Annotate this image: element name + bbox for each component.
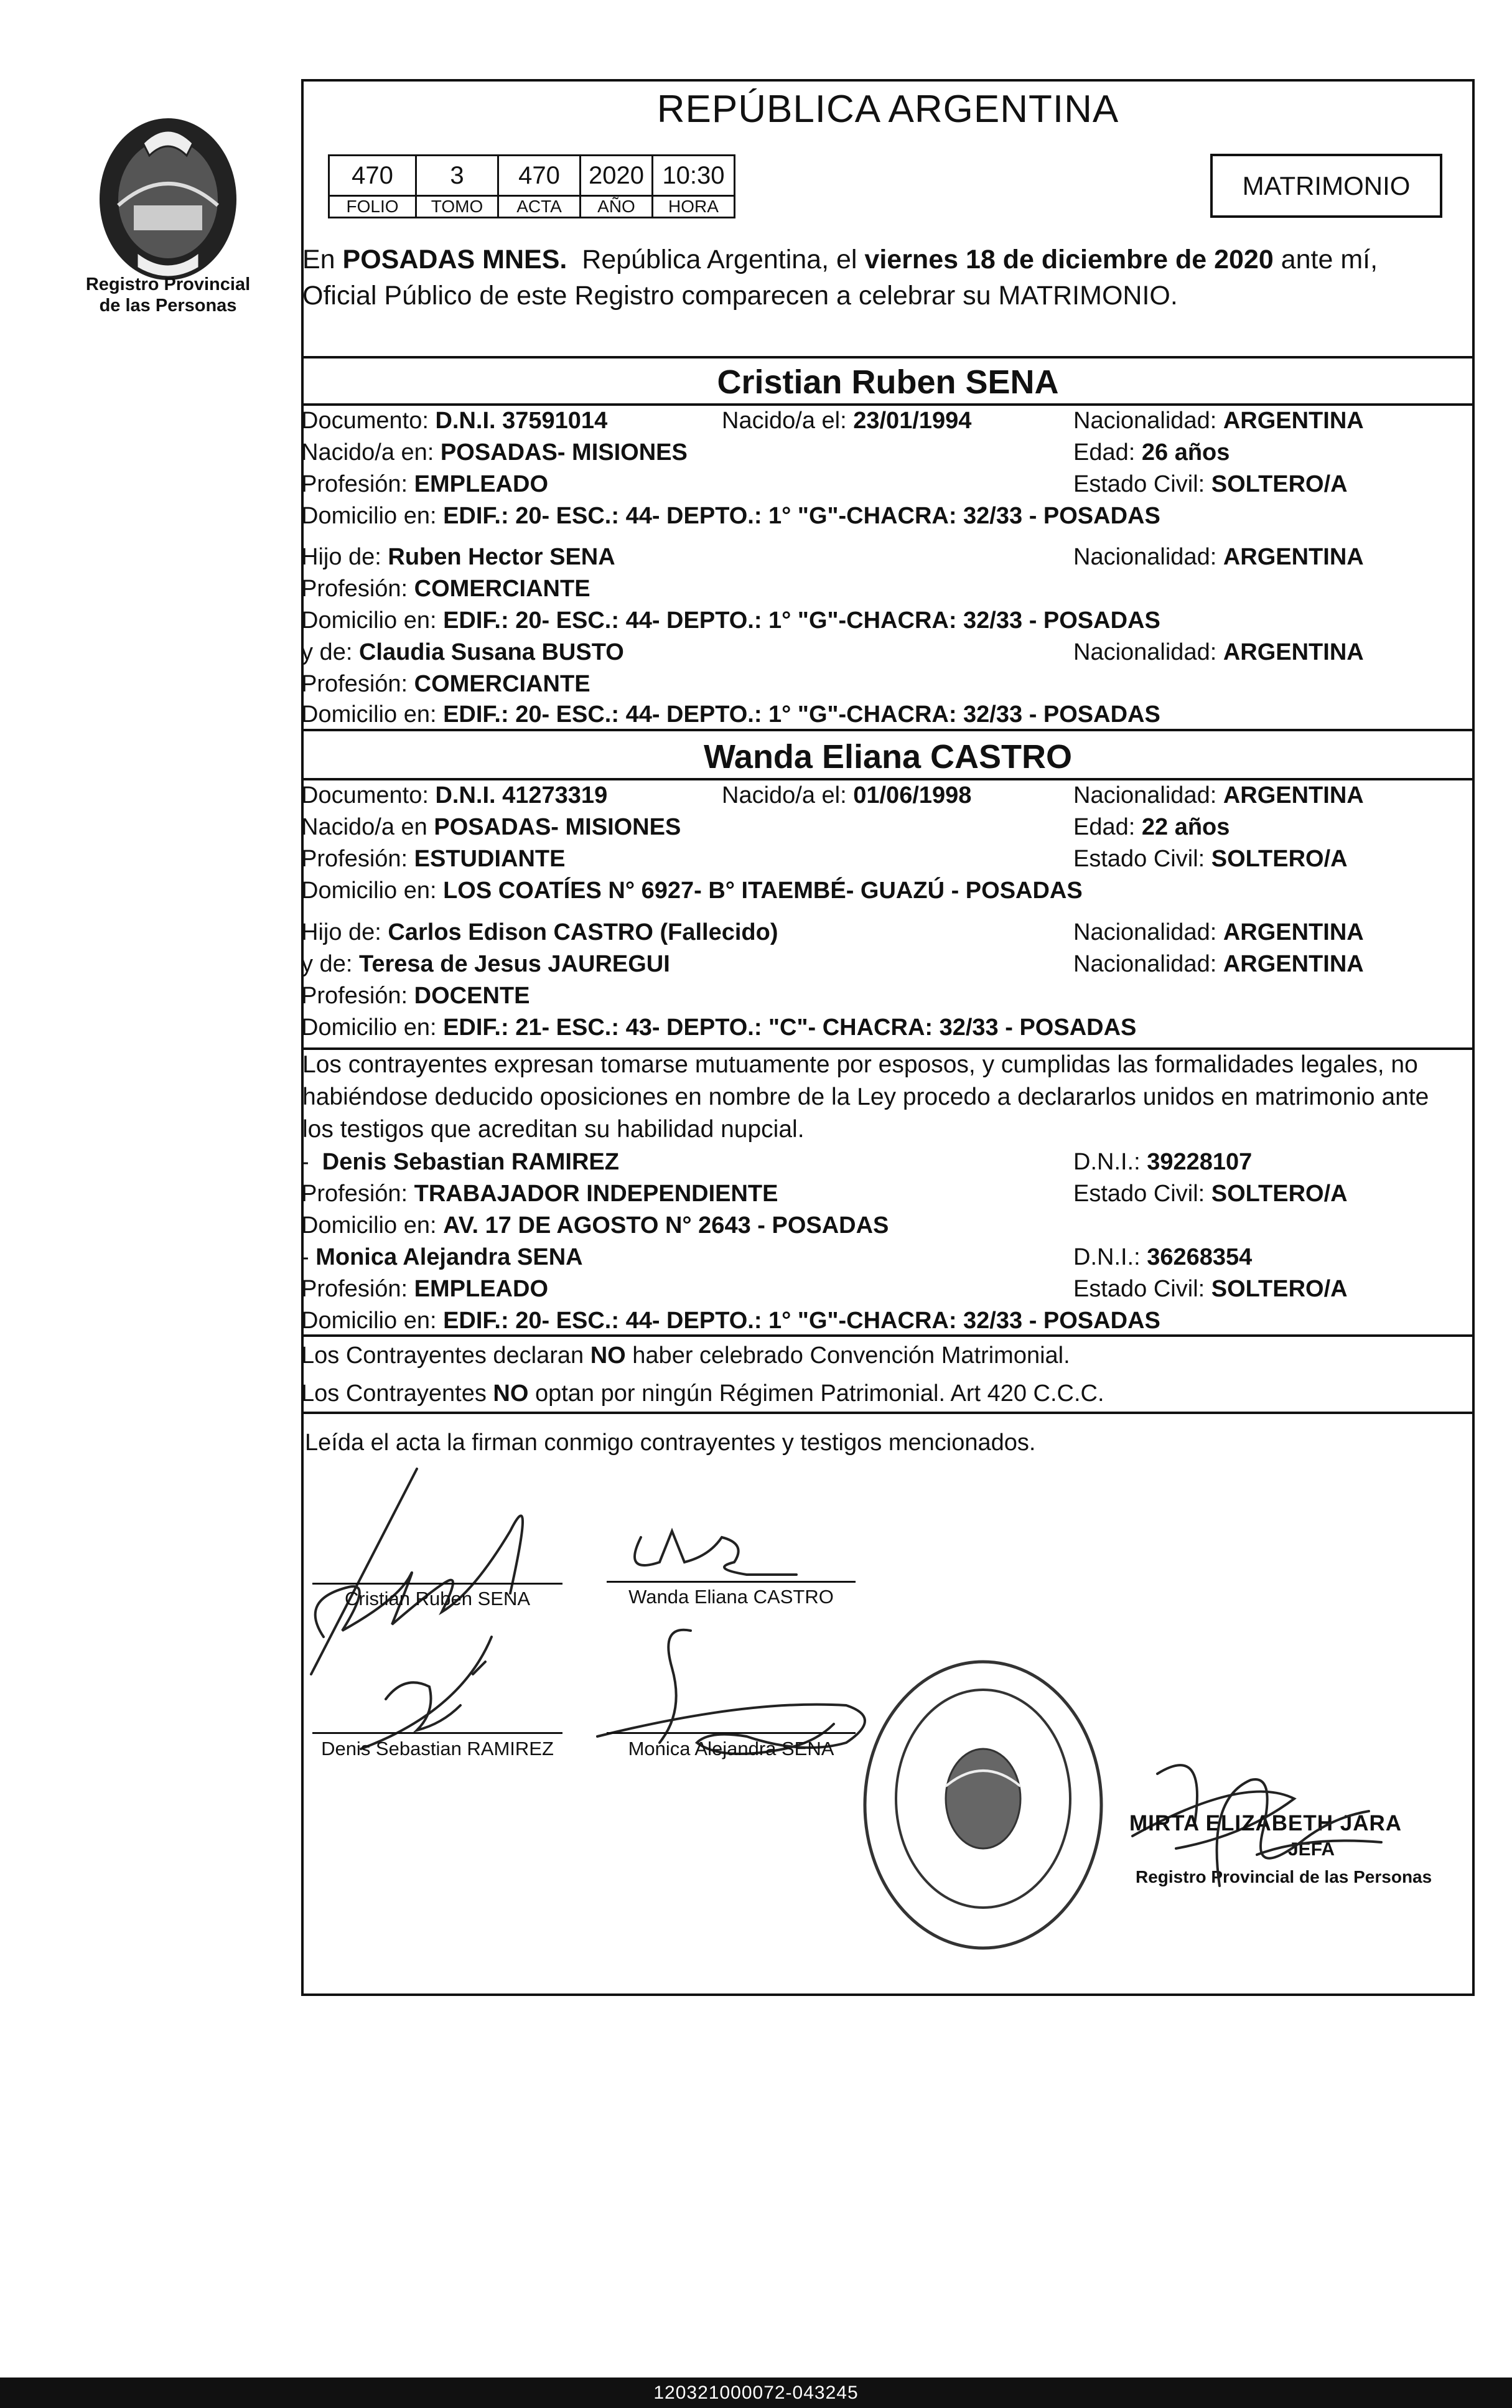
spouse1-civil-status: Estado Civil: SOLTERO/A [1073,471,1348,497]
spouse1-birthdate: Nacido/a el: 23/01/1994 [722,408,972,434]
signature-line [312,1732,562,1734]
intro-line2: Oficial Público de este Registro comparecen a celebrar su MATRIMONIO. [302,281,1178,311]
official-signature [1182,1761,1419,1911]
convention-statement: Los Contrayentes declaran NO haber celebrado Convención Matrimonial. [301,1342,1070,1369]
signature-stroke [597,1630,865,1754]
spouse1-mother-nationality: Nacionalidad: ARGENTINA [1073,639,1364,665]
spouse2-mother: y de: Teresa de Jesus JAUREGUI [301,951,670,977]
spouse1-age: Edad: 26 años [1073,439,1230,466]
footer-code: 120321000072-043245 [0,2378,1512,2408]
coat-of-arms-icon [75,106,261,293]
witness2-name: - Monica Alejandra SENA [301,1244,583,1270]
intro-paragraph: En POSADAS MNES. República Argentina, el viernes 18 de diciembre de 2020 ante mí, Oficial Público de este Registro comparecen a celebrar su MATRIMONIO. [301,241,1476,314]
folio-table [328,154,735,218]
witness2-dni: D.N.I.: 36268354 [1073,1244,1253,1270]
official-title: JEFA [1288,1839,1335,1860]
divider [301,356,1475,358]
folio-label: FOLIO [329,196,416,218]
divider [301,729,1475,731]
declaration-line3: los testigos que acreditan su habilidad nupcial. [302,1116,805,1143]
signature-name-1: Cristian Ruben SENA [344,1588,531,1609]
logo-caption-line1: Registro Provincial [85,274,251,294]
signature-stroke [311,1469,523,1674]
signature-line [312,1583,562,1585]
official-office: Registro Provincial de las Personas [1136,1867,1432,1886]
document-type-box: MATRIMONIO [1210,154,1442,218]
hour-value: 10:30 [653,156,735,196]
spouse2-birthdate: Nacido/a el: 01/06/1998 [722,782,972,808]
spouse1-father-nationality: Nacionalidad: ARGENTINA [1073,544,1364,570]
divider [301,1334,1475,1337]
hour-label: HORA [653,196,735,218]
spouse1-father: Hijo de: Ruben Hector SENA [301,544,615,570]
spouse1-address: Domicilio en: EDIF.: 20- ESC.: 44- DEPTO.: 1° "G"-CHACRA: 32/33 - POSADAS [301,503,1160,529]
divider [301,403,1475,406]
witness1-name: - Denis Sebastian RAMIREZ [301,1149,619,1175]
spouse1-name: Cristian Ruben SENA [717,363,1059,401]
folio-value: 470 [329,156,416,196]
witness2-civil-status: Estado Civil: SOLTERO/A [1073,1276,1348,1302]
witness2-profession: Profesión: EMPLEADO [301,1276,549,1302]
acta-value: 470 [498,156,581,196]
registry-seal-icon [852,1643,1114,1967]
divider [301,778,1475,780]
declaration-line2: habiéndose deducido oposiciones en nombre de la Ley procedo a declararlos unidos en matrimonio ante [302,1084,1429,1110]
logo-caption-line2: de las Personas [99,296,237,316]
spouse2-profession: Profesión: ESTUDIANTE [301,846,566,872]
spouse1-nationality: Nacionalidad: ARGENTINA [1073,408,1364,434]
signature-line [607,1732,856,1734]
declaration-paragraph [301,1049,1476,1146]
logo-caption [62,274,274,316]
spouse2-nationality: Nacionalidad: ARGENTINA [1073,782,1364,808]
signature-name-2: Wanda Eliana CASTRO [628,1586,834,1608]
regime-statement: Los Contrayentes NO optan por ningún Régimen Patrimonial. Art 420 C.C.C. [301,1380,1104,1407]
spouse2-name: Wanda Eliana CASTRO [703,738,1073,775]
witness1-civil-status: Estado Civil: SOLTERO/A [1073,1181,1348,1207]
witness2-address: Domicilio en: EDIF.: 20- ESC.: 44- DEPTO.: 1° "G"-CHACRA: 32/33 - POSADAS [301,1308,1160,1334]
declaration-line1: Los contrayentes expresan tomarse mutuamente por esposos, y cumplidas las formalidades legales, no [302,1051,1418,1078]
year-value: 2020 [581,156,653,196]
spouse1-document: Documento: D.N.I. 37591014 [301,408,608,434]
spouse1-profession: Profesión: EMPLEADO [301,471,549,497]
official-name: MIRTA ELIZABETH JARA [1129,1811,1402,1835]
spouse2-address: Domicilio en: LOS COATÍES N° 6927- B° ITAEMBÉ- GUAZÚ - POSADAS [301,878,1083,904]
divider [301,1412,1475,1414]
spouse1-father-profession: Profesión: COMERCIANTE [301,576,590,602]
spouse1-father-address: Domicilio en: EDIF.: 20- ESC.: 44- DEPTO.: 1° "G"-CHACRA: 32/33 - POSADAS [301,607,1160,634]
spouse2-mother-address: Domicilio en: EDIF.: 21- ESC.: 43- DEPTO.: "C"- CHACRA: 32/33 - POSADAS [301,1014,1137,1041]
spouse2-birthplace: Nacido/a en POSADAS- MISIONES [301,814,681,840]
acta-label: ACTA [498,196,581,218]
signature-stroke [635,1531,796,1575]
witness1-profession: Profesión: TRABAJADOR INDEPENDIENTE [301,1181,778,1207]
spouse1-mother-profession: Profesión: COMERCIANTE [301,671,590,697]
signature-line [607,1581,856,1583]
witness1-address: Domicilio en: AV. 17 DE AGOSTO N° 2643 - POSADAS [301,1212,889,1239]
spouse2-civil-status: Estado Civil: SOLTERO/A [1073,846,1348,872]
spouse2-father: Hijo de: Carlos Edison CASTRO (Fallecido) [301,919,778,945]
spouse1-mother-address: Domicilio en: EDIF.: 20- ESC.: 44- DEPTO.: 1° "G"-CHACRA: 32/33 - POSADAS [301,701,1160,728]
signature-name-4: Monica Alejandra SENA [628,1738,834,1759]
spouse1-mother: y de: Claudia Susana BUSTO [301,639,624,665]
tomo-value: 3 [416,156,498,196]
closing-statement: Leída el acta la firman conmigo contrayentes y testigos mencionados. [305,1430,1036,1456]
signature-name-3: Denis Sebastian RAMIREZ [321,1738,554,1759]
year-label: AÑO [581,196,653,218]
witness1-dni: D.N.I.: 39228107 [1073,1149,1253,1175]
country-title: REPÚBLICA ARGENTINA [656,88,1119,131]
spouse2-document: Documento: D.N.I. 41273319 [301,782,608,808]
spouse1-birthplace: Nacido/a en: POSADAS- MISIONES [301,439,688,466]
spouse2-mother-profession: Profesión: DOCENTE [301,983,530,1009]
spouse2-age: Edad: 22 años [1073,814,1230,840]
spouse2-mother-nationality: Nacionalidad: ARGENTINA [1073,951,1364,977]
tomo-label: TOMO [416,196,498,218]
spouse2-father-nationality: Nacionalidad: ARGENTINA [1073,919,1364,945]
